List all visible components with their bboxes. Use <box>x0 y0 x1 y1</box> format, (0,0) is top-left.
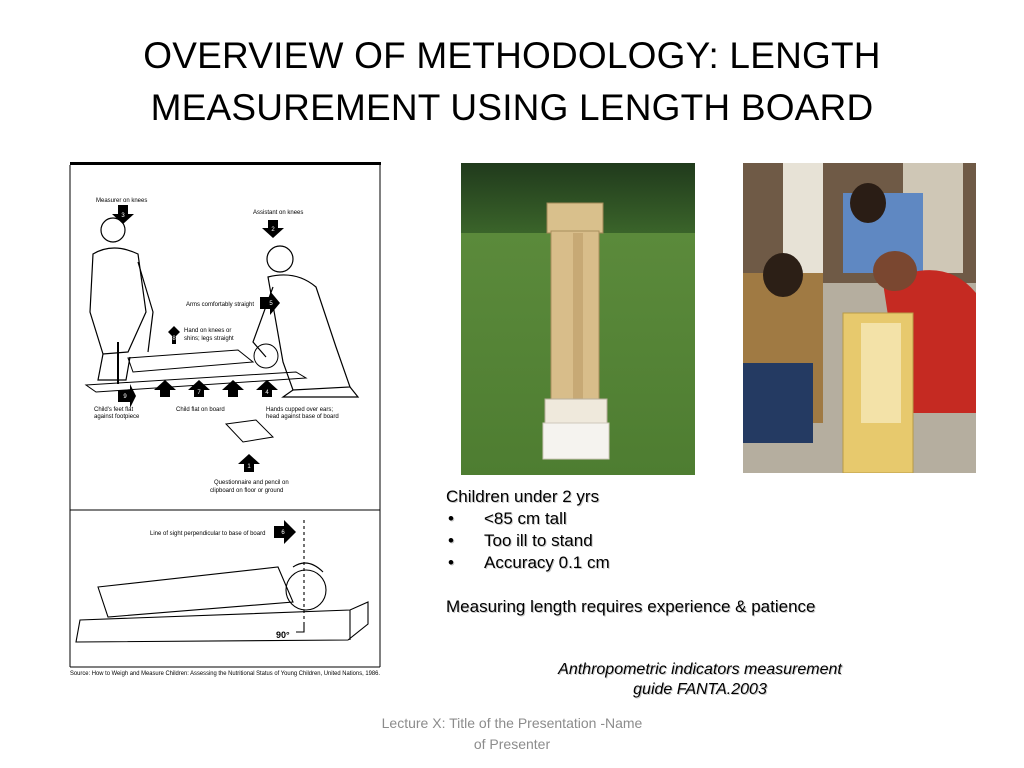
bullet-text: Accuracy 0.1 cm <box>484 553 610 572</box>
bullet-glyph: • <box>448 509 454 528</box>
step-number-5: 5 <box>269 301 273 307</box>
label-feet-2: against footpiece <box>94 414 140 420</box>
list-item <box>446 552 966 574</box>
content-block <box>446 486 966 618</box>
label-feet-1: Child's feet flat <box>94 407 134 413</box>
reference-line-1: Anthropometric indicators measurement <box>558 661 842 678</box>
figure-source: Source: How to Weigh and Measure Children: Assessing the Nutritional Status of Young Children, United Nations, 1986. <box>70 671 381 677</box>
footer-line-2: of Presenter <box>473 736 551 752</box>
lower-board-drawing <box>76 520 368 642</box>
label-questionnaire-1: Questionnaire and pencil on <box>214 480 289 486</box>
measuring-team-photo <box>743 163 976 473</box>
label-arms: Arms comfortably straight <box>186 302 255 308</box>
bullet-glyph: • <box>448 553 454 572</box>
angle-label: 90° <box>276 630 290 640</box>
step-number-9: 9 <box>123 394 127 400</box>
step-number-4: 4 <box>265 390 269 396</box>
bullet-text: <85 cm tall <box>484 509 567 528</box>
measurer-figure <box>90 218 153 380</box>
step-number-6: 6 <box>281 530 285 536</box>
child-figure <box>128 344 278 372</box>
label-assistant: Assistant on knees <box>253 210 304 216</box>
slide-title-line-1: OVERVIEW OF METHODOLOGY: LENGTH <box>143 35 881 76</box>
label-hands-cupped-1: Hands cupped over ears; <box>266 407 334 413</box>
clipboard-drawing <box>226 420 273 442</box>
label-measurer: Measurer on knees <box>96 198 148 204</box>
label-hand-knees-1: Hand on knees or <box>184 328 232 334</box>
label-hand-knees-2: shins; legs straight <box>184 336 234 342</box>
bullet-list <box>446 508 966 574</box>
content-heading: Children under 2 yrs <box>446 487 600 506</box>
label-hands-cupped-2: head against base of board <box>266 414 339 420</box>
content-note: Measuring length requires experience & patience <box>446 597 816 616</box>
step-number-2: 2 <box>271 227 275 233</box>
bullet-glyph: • <box>448 531 454 550</box>
label-questionnaire-2: clipboard on floor or ground <box>210 488 284 494</box>
footer-line-1: Lecture X: Title of the Presentation -Name <box>381 715 643 731</box>
slide-title-line-2: MEASUREMENT USING LENGTH BOARD <box>150 87 874 128</box>
length-board-photo <box>461 163 695 475</box>
slide-title <box>60 30 964 134</box>
step-number-8: 8 <box>172 336 176 342</box>
label-child-flat: Child flat on board <box>176 407 225 413</box>
slide-footer <box>356 713 668 755</box>
bullet-text: Too ill to stand <box>484 531 593 550</box>
list-item <box>446 530 966 552</box>
label-line-of-sight: Line of sight perpendicular to base of board <box>150 531 266 537</box>
length-measurement-illustration <box>68 162 382 680</box>
list-item <box>446 508 966 530</box>
step-number-1: 1 <box>247 464 251 470</box>
reference-citation <box>520 660 880 700</box>
reference-line-2: guide FANTA.2003 <box>633 681 767 698</box>
step-number-7: 7 <box>197 390 201 396</box>
step-number-3: 3 <box>121 213 125 219</box>
